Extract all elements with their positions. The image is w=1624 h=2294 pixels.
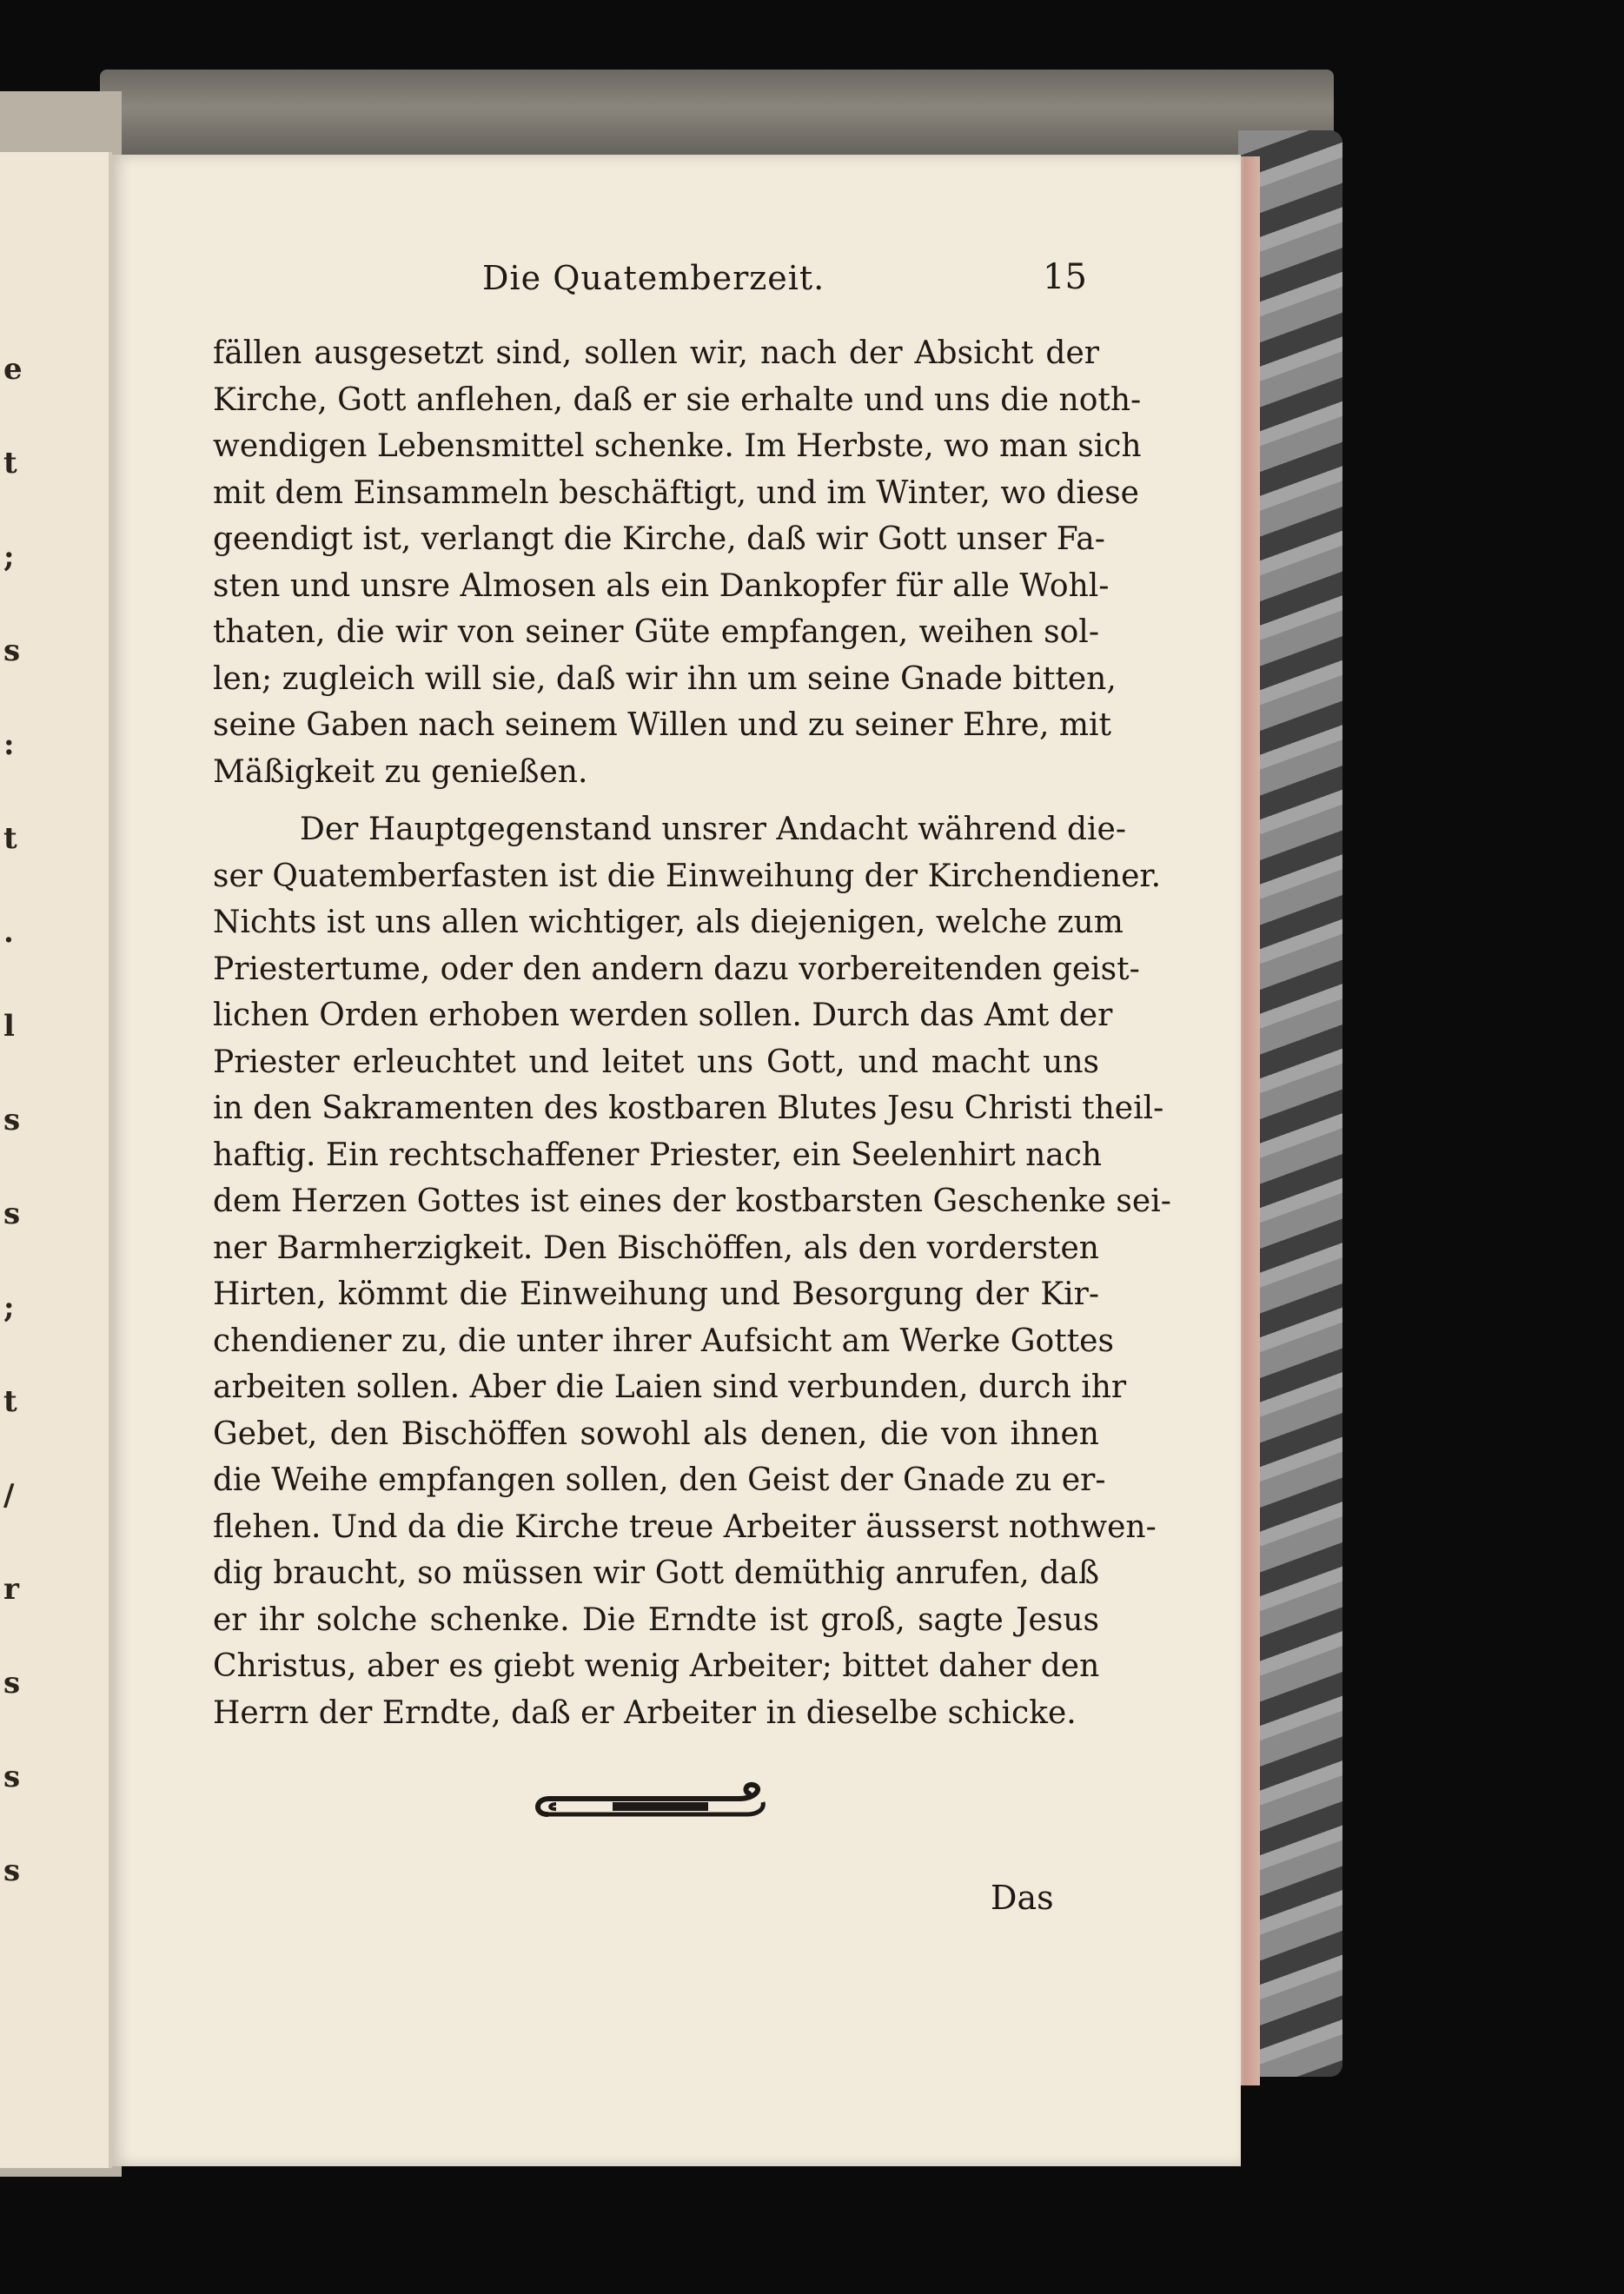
left-margin-letter: l [3,1009,15,1044]
text-line: arbeiten sollen. Aber die Laien sind verbunden, durch ihr [213,1369,1127,1405]
running-head: Die Quatemberzeit. [482,259,825,297]
text-line: ner Barmherzigkeit. Den Bischöffen, als den vordersten [213,1230,1099,1266]
text-line: in den Sakramenten des kostbaren Blutes Jesu Christi theil- [213,1091,1164,1126]
text-line: Nichts ist uns allen wichtiger, als diejenigen, welche zum [213,905,1124,940]
left-margin-letter: s [3,1103,21,1137]
left-margin-letter: ; [3,1290,15,1325]
text-line: Priester erleuchtet und leitet uns Gott, und macht uns [213,1044,1099,1080]
paragraph-2 [213,806,1171,1736]
text-line: mit dem Einsammeln beschäftigt, und im Winter, wo diese [213,474,1139,511]
text-line: er ihr solche schenke. Die Erndte ist groß, sagte Jesus [213,1601,1099,1638]
text-line: sten und unsre Almosen als ein Dankopfer für alle Wohl- [213,567,1110,604]
text-line: ser Quatemberfasten ist die Einweihung der Kirchendiener. [213,858,1162,894]
page-number: 15 [1043,257,1087,297]
text-line: Herrn der Erndte, daß er Arbeiter in dieselbe schicke. [213,1694,1077,1731]
left-margin-letter: t [3,821,17,856]
text-line: lichen Orden erhoben werden sollen. Durch das Amt der [213,998,1113,1033]
left-margin-letter: r [3,1572,19,1607]
text-line: len; zugleich will sie, daß wir ihn um seine Gnade bitten, [213,660,1117,697]
left-margin-letter: s [3,1853,21,1888]
text-line: dig braucht, so müssen wir Gott demüthig anrufen, daß [213,1555,1099,1591]
text-line: Priestertume, oder den andern dazu vorbereitenden geist- [213,951,1140,987]
text-line: geendigt ist, verlangt die Kirche, daß wir Gott unser Fa- [213,521,1105,557]
book-top-edge [100,70,1334,165]
left-margin-letter: : [3,727,15,762]
ornament-divider-icon [530,1780,773,1832]
text-line: Gebet, den Bischöffen sowohl als denen, die von ihnen [213,1416,1099,1452]
text-line: Christus, aber es giebt wenig Arbeiter; bittet daher den [213,1648,1100,1684]
text-line: chendiener zu, die unter ihrer Aufsicht am Werke Gottes [213,1323,1114,1359]
left-margin-letter: s [3,1666,21,1701]
text-line: flehen. Und da die Kirche treue Arbeiter äusserst nothwen- [213,1508,1157,1545]
left-margin-letter: s [3,633,21,668]
text-line: Kirche, Gott anflehen, daß er sie erhalte und uns die noth- [213,381,1142,418]
left-margin-letter: ; [3,540,15,574]
text-line: dem Herzen Gottes ist eines der kostbarsten Geschenke sei- [213,1183,1171,1219]
left-margin-letter: . [3,915,14,950]
text-line: fällen ausgesetzt sind, sollen wir, nach der Absicht der [213,335,1099,371]
paragraph-1 [213,330,1142,795]
text-line: thaten, die wir von seiner Güte empfangen, weihen sol- [213,614,1099,650]
left-margin-letter: s [3,1197,21,1231]
text-line: wendigen Lebensmittel schenke. Im Herbste, wo man sich [213,428,1142,464]
left-margin-letter: t [3,446,17,481]
text-line: Der Hauptgegenstand unsrer Andacht während die- [300,812,1126,847]
left-margin-letter: s [3,1760,21,1794]
text-line: seine Gaben nach seinem Willen und zu seiner Ehre, mit [213,707,1111,743]
left-margin-letter: / [3,1478,15,1513]
text-line: Hirten, kömmt die Einweihung und Besorgung der Kir- [213,1276,1099,1312]
left-margin-letter: t [3,1384,17,1419]
left-page-strip [0,152,112,2168]
left-margin-letter: e [3,352,23,387]
text-line: Mäßigkeit zu genießen. [213,753,588,790]
text-line: haftig. Ein rechtschaffener Priester, ein Seelenhirt nach [213,1137,1103,1173]
catchword: Das [991,1879,1054,1917]
text-line: die Weihe empfangen sollen, den Geist der Gnade zu er- [213,1462,1106,1498]
